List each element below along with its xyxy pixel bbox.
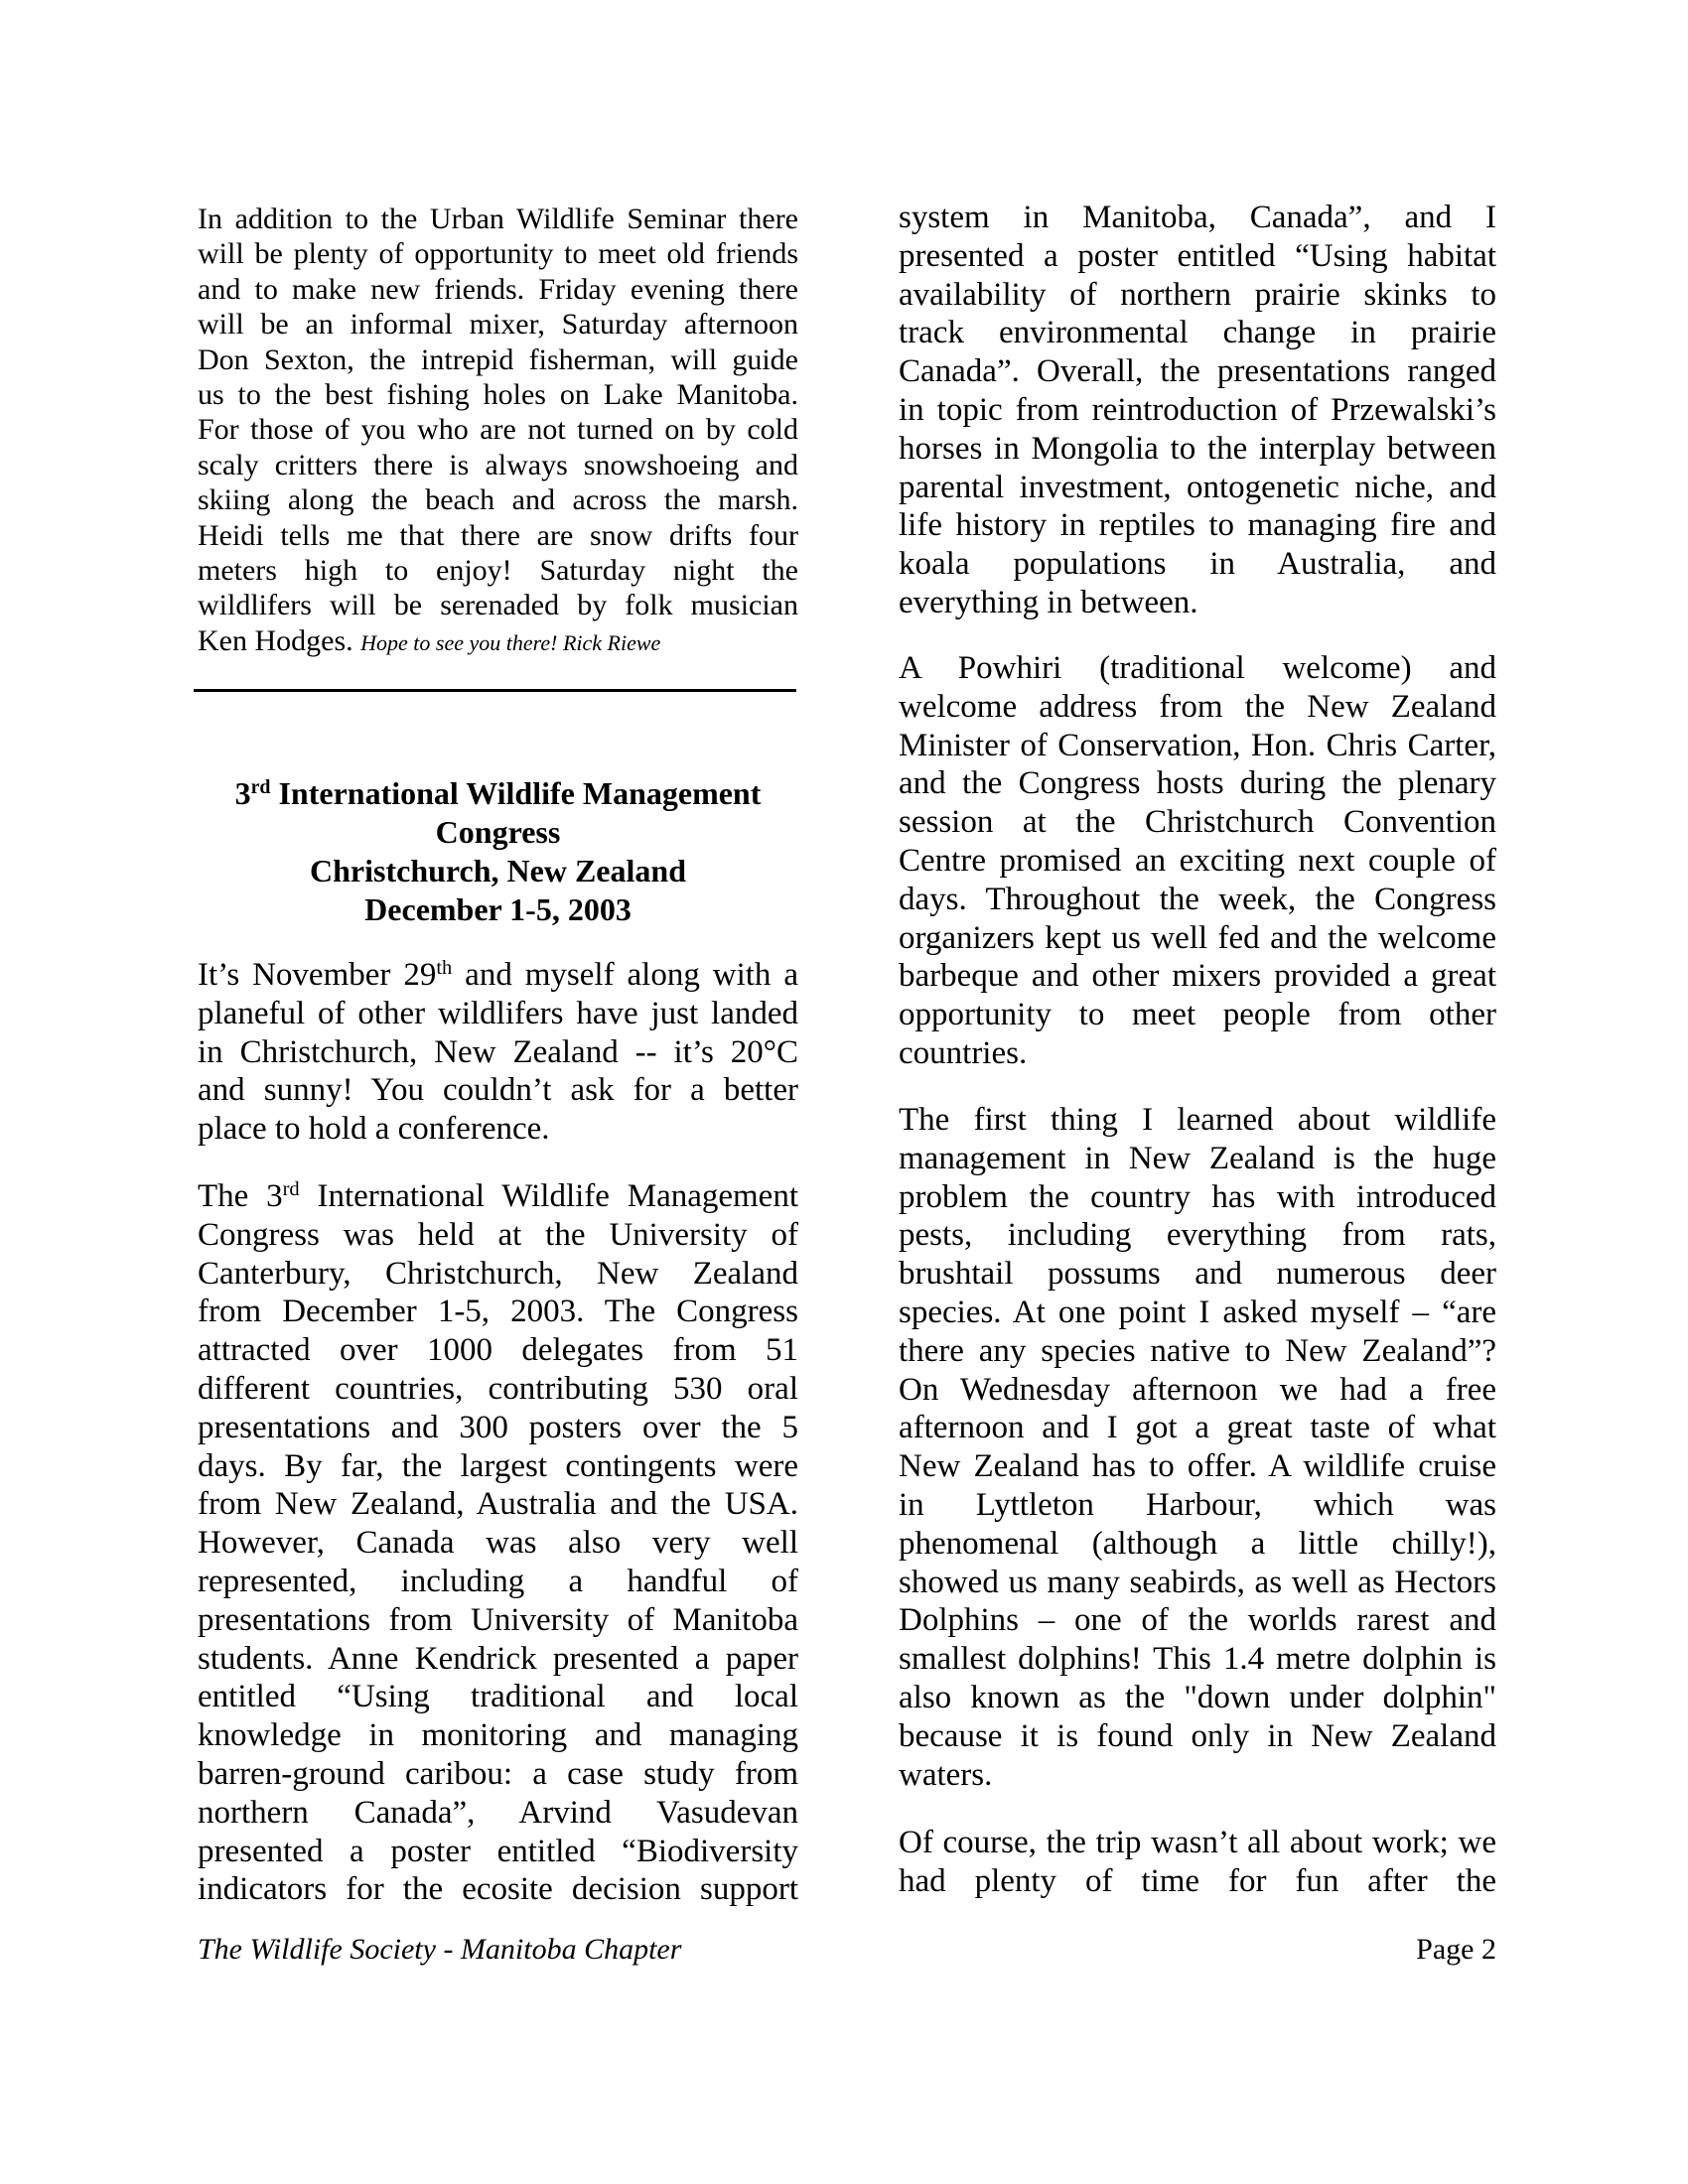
- text-line: It’s November 29th and myself along with a: [198, 956, 799, 993]
- text-line: availability of northern prairie skinks to: [899, 276, 1496, 313]
- text-line: On Wednesday afternoon we had a free: [899, 1371, 1496, 1408]
- text-line: The 3rd International Wildlife Management: [198, 1177, 798, 1214]
- text-line: koala populations in Australia, and: [899, 546, 1496, 583]
- text-line: In addition to the Urban Wildlife Seminar there: [198, 203, 798, 235]
- text-line: northern Canada”, Arvind Vasudevan: [198, 1794, 798, 1831]
- text-line: presentations and 300 posters over the 5: [198, 1409, 798, 1445]
- heading-line: Christchurch, New Zealand: [310, 853, 686, 888]
- text-line: Heidi tells me that there are snow drifts four: [198, 518, 798, 552]
- superscript: th: [436, 956, 453, 979]
- text-line: and the Congress hosts during the plenary: [899, 765, 1496, 802]
- text-line: different countries, contributing 530 oral: [198, 1370, 798, 1407]
- presentations-paragraph: [899, 199, 1496, 622]
- text-line: A Powhiri (traditional welcome) and: [899, 650, 1496, 686]
- welcome-paragraph: [899, 649, 1496, 1073]
- text-line: planeful of other wildlifers have just landed: [198, 995, 798, 1031]
- text-line: represented, including a handful of: [198, 1563, 798, 1599]
- text-line: students. Anne Kendrick presented a paper: [198, 1640, 798, 1677]
- text-line: phenomenal (although a little chilly!),: [899, 1525, 1496, 1562]
- text-line: barren-ground caribou: a case study from: [198, 1755, 798, 1792]
- text-line: in topic from reintroduction of Przewalski’s: [899, 391, 1496, 428]
- text-line: opportunity to meet people from other: [899, 997, 1496, 1033]
- text-line: afternoon and I got a great taste of what: [899, 1410, 1496, 1446]
- section-divider: [194, 689, 796, 692]
- article-heading: [198, 774, 798, 929]
- text-line: in Lyttleton Harbour, which was: [899, 1486, 1496, 1523]
- superscript: rd: [282, 1177, 300, 1200]
- text-line: Minister of Conservation, Hon. Chris Carter,: [899, 727, 1496, 763]
- text-line: Canterbury, Christchurch, New Zealand: [198, 1255, 798, 1292]
- text-line: presented a poster entitled “Using habitat: [899, 237, 1496, 274]
- text-line: there any species native to New Zealand”?: [899, 1332, 1496, 1369]
- text-line: parental investment, ontogenetic niche, and: [899, 469, 1496, 505]
- text-line: skiing along the beach and across the marsh.: [198, 483, 798, 517]
- text-line: presentations from University of Manitoba: [198, 1601, 798, 1638]
- text-line: from December 1-5, 2003. The Congress: [198, 1294, 798, 1330]
- text-line: Of course, the trip wasn’t all about work; we: [899, 1825, 1496, 1860]
- text-line: system in Manitoba, Canada”, and I: [899, 200, 1496, 235]
- text-line: The first thing I learned about wildlife: [899, 1102, 1496, 1138]
- author-signoff: Hope to see you there! Rick Riewe: [360, 629, 661, 655]
- text-line: pests, including everything from rats,: [899, 1217, 1496, 1254]
- superscript: rd: [250, 776, 271, 799]
- text-line: management in New Zealand is the huge: [899, 1140, 1496, 1176]
- text-line: meters high to enjoy! Saturday night the: [198, 554, 798, 588]
- text-line: For those of you who are not turned on by cold: [198, 413, 798, 447]
- text-line: track environmental change in prairie: [899, 315, 1496, 351]
- text-line: everything in between.: [899, 584, 1198, 620]
- text-line: indicators for the ecosite decision support: [198, 1871, 798, 1908]
- text-line: Ken Hodges. Hope to see you there! Rick Riewe: [198, 623, 661, 657]
- heading-line: Congress: [435, 814, 561, 850]
- text-line: entitled “Using traditional and local: [198, 1679, 798, 1715]
- text-line: also known as the "down under dolphin": [899, 1679, 1496, 1715]
- text-line: New Zealand has to offer. A wildlife cruise: [899, 1448, 1496, 1485]
- text-line: will be plenty of opportunity to meet old friends: [198, 237, 798, 271]
- fun-paragraph: [899, 1824, 1496, 1901]
- text-line: place to hold a conference.: [198, 1111, 550, 1148]
- text-line: Congress was held at the University of: [198, 1216, 798, 1253]
- congress-paragraph: [198, 1177, 798, 1909]
- pests-paragraph: [899, 1101, 1496, 1794]
- footer-publication: The Wildlife Society - Manitoba Chapter: [198, 1933, 682, 1966]
- text-line: days. Throughout the week, the Congress: [899, 881, 1496, 917]
- text-line: session at the Christchurch Convention: [899, 804, 1496, 841]
- text-line: us to the best fishing holes on Lake Manitoba.: [198, 378, 798, 412]
- text-line: brushtail possums and numerous deer: [899, 1256, 1496, 1293]
- text-line: Dolphins – one of the worlds rarest and: [899, 1602, 1496, 1639]
- text-line: smallest dolphins! This 1.4 metre dolphin is: [899, 1641, 1496, 1678]
- text-line: Centre promised an exciting next couple of: [899, 842, 1496, 879]
- text-line: scaly critters there is always snowshoeing and: [198, 448, 798, 481]
- text-line: life history in reptiles to managing fire and: [899, 507, 1496, 544]
- text-line: Don Sexton, the intrepid fisherman, will guide: [198, 342, 798, 376]
- heading-line: 3rd International Wildlife Management: [234, 775, 762, 811]
- text-line: problem the country has with introduced: [899, 1178, 1496, 1215]
- text-line: had plenty of time for fun after the: [899, 1862, 1496, 1899]
- text-line: days. By far, the largest contingents were: [198, 1447, 798, 1484]
- text-line: organizers kept us well fed and the welcome: [899, 919, 1496, 956]
- text-line: because it is found only in New Zealand: [899, 1717, 1496, 1754]
- text-line: showed us many seabirds, as well as Hectors: [899, 1564, 1496, 1600]
- text-line: attracted over 1000 delegates from 51: [198, 1332, 798, 1369]
- text-line: Canada”. Overall, the presentations ranged: [899, 353, 1496, 390]
- text-line: wildlifers will be serenaded by folk musician: [198, 589, 798, 622]
- text-line: from New Zealand, Australia and the USA.: [198, 1486, 798, 1523]
- text-line: horses in Mongolia to the interplay between: [899, 430, 1496, 467]
- text-line: welcome address from the New Zealand: [899, 688, 1496, 725]
- text-line: knowledge in monitoring and managing: [198, 1717, 798, 1754]
- text-line: However, Canada was also very well: [198, 1525, 798, 1562]
- text-line: in Christchurch, New Zealand -- it’s 20°C: [198, 1033, 798, 1070]
- text-line: species. At one point I asked myself – “are: [899, 1294, 1496, 1330]
- intro-paragraph: [198, 956, 798, 1149]
- text-line: and to make new friends. Friday evening there: [198, 272, 798, 306]
- footer-page-number: Page 2: [1416, 1933, 1496, 1966]
- text-line: will be an informal mixer, Saturday afternoon: [198, 308, 798, 341]
- text-line: waters.: [899, 1756, 993, 1793]
- text-line: countries.: [899, 1034, 1028, 1071]
- text-line: barbeque and other mixers provided a great: [899, 958, 1496, 995]
- text-line: presented a poster entitled “Biodiversity: [198, 1833, 798, 1869]
- heading-line: December 1-5, 2003: [364, 891, 632, 927]
- text-line: and sunny! You couldn’t ask for a better: [198, 1072, 798, 1109]
- seminar-paragraph: [198, 202, 798, 660]
